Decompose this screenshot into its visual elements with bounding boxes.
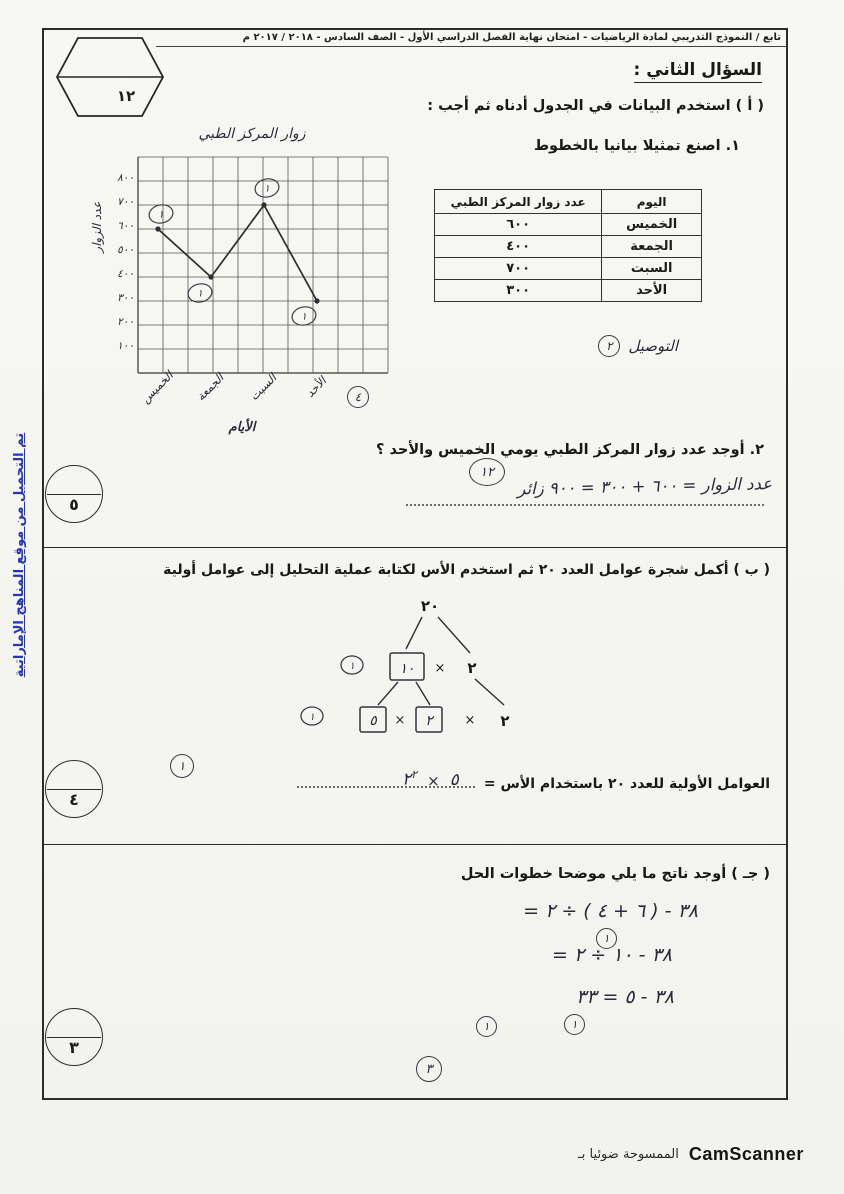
hw-base-exp xyxy=(402,768,417,790)
svg-text:١: ١ xyxy=(301,311,307,323)
tree-l1-left: ١٠ xyxy=(399,661,415,677)
table-header-day: اليوم xyxy=(602,190,702,214)
graph-y-axis-label: عدد الزوار xyxy=(90,201,104,253)
svg-text:١: ١ xyxy=(158,209,164,221)
hw-base: ٢ xyxy=(402,769,412,790)
section-divider-1 xyxy=(44,547,786,548)
factor-tree xyxy=(292,595,532,760)
graph-total-mark: ٤ xyxy=(347,386,369,408)
part-b-answer-line xyxy=(293,776,770,792)
part-b-intro: ( ب ) أكمل شجرة عوامل العدد ٢٠ ثم استخدم الأس لكتابة عملية التحليل إلى عوامل أولية xyxy=(163,562,770,578)
visitors-table xyxy=(434,189,702,302)
tree-branch xyxy=(406,617,422,649)
part-a-answer-handwritten: عدد الزوار = ٦٠٠ + ٣٠٠ = ٩٠٠ زائر xyxy=(517,474,773,499)
ytick-600: ٦٠٠ xyxy=(117,220,134,232)
tree-l2-times2: × xyxy=(464,713,476,728)
table-row xyxy=(435,258,702,280)
ytick-100: ١٠٠ xyxy=(117,340,134,352)
tree-l2-right: ٢ xyxy=(500,712,510,730)
cell-visitors: ٦٠٠ xyxy=(435,214,602,236)
c-mark-2: ١ xyxy=(564,1014,585,1035)
tree-mark-1: ١ xyxy=(349,661,355,672)
c-mark-1: ١ xyxy=(596,928,617,949)
svg-text:١: ١ xyxy=(264,183,270,195)
part-a-item2: ٢. أوجد عدد زوار المركز الطبي يومي الخميس والأحد ؟ xyxy=(376,442,764,458)
bubble-max-marks: ٤ xyxy=(69,790,79,810)
exam-frame xyxy=(42,28,788,1100)
tree-mark-3: ١ xyxy=(170,754,194,778)
table-row xyxy=(435,280,702,302)
graph-title: زوار المركز الطبي xyxy=(198,126,306,142)
cell-visitors: ٣٠٠ xyxy=(435,280,602,302)
ytick-300: ٣٠٠ xyxy=(117,292,134,304)
tree-branch xyxy=(438,617,470,653)
cell-day: الجمعة xyxy=(602,236,702,258)
ytick-800: ٨٠٠ xyxy=(117,172,134,184)
total-marks-hexagon xyxy=(54,35,166,119)
ytick-700: ٧٠٠ xyxy=(117,196,134,208)
hw-factor: ٥ xyxy=(449,769,459,790)
tree-root: ٢٠ xyxy=(420,597,440,615)
c-total-mark: ٣ xyxy=(416,1056,442,1082)
cell-day: السبت xyxy=(602,258,702,280)
q2-grader-mark: ١٢ xyxy=(469,458,505,486)
tree-l2-times1: × xyxy=(394,713,406,728)
hw-times: × xyxy=(427,771,440,790)
equation-line-1: ٣٨ - ( ٦ + ٤ ) ÷ ٢ = xyxy=(523,900,698,922)
connect-note-mark: ٢ xyxy=(598,335,620,357)
marks-bubble-a xyxy=(45,465,103,523)
table-row xyxy=(435,214,702,236)
cell-visitors: ٤٠٠ xyxy=(435,236,602,258)
tree-mark-2: ١ xyxy=(309,712,315,723)
line-graph xyxy=(82,120,417,455)
equation-line-3: ٣٨ - ٥ = ٣٣ xyxy=(576,986,674,1008)
table-row xyxy=(435,236,702,258)
cell-visitors: ٧٠٠ xyxy=(435,258,602,280)
tree-branch xyxy=(416,682,430,705)
bubble-max-marks: ٣ xyxy=(69,1038,79,1058)
tree-l1-right: ٢ xyxy=(467,659,477,677)
xtick-friday: الجمعة xyxy=(193,370,227,404)
part-a-intro: ( أ ) استخدم البيانات في الجدول أدناه ثم أجب : xyxy=(427,98,764,114)
hw-exponent: ٢ xyxy=(411,768,418,781)
total-marks-value: ١٢ xyxy=(116,87,136,105)
table-header-row xyxy=(435,190,702,214)
cell-day: الخميس xyxy=(602,214,702,236)
cell-day: الأحد xyxy=(602,280,702,302)
part-c-intro: ( جـ ) أوجد ناتج ما يلي موضحا خطوات الحل xyxy=(460,866,770,882)
graph-x-axis-label: الأيام xyxy=(228,420,256,435)
tree-l2-mid: ٢ xyxy=(425,713,433,729)
marks-bubble-c xyxy=(45,1008,103,1066)
camscanner-footer xyxy=(578,1144,804,1165)
equation-line-2: ٣٨ - ١٠ ÷ ٢ = xyxy=(552,944,672,966)
bubble-max-marks: ٥ xyxy=(69,495,79,515)
tree-l1-times: × xyxy=(434,661,446,676)
site-watermark: تم التحميل من موقع المناهج الإماراتية xyxy=(12,432,27,678)
xtick-sunday: الأحد xyxy=(302,373,330,401)
svg-text:١: ١ xyxy=(197,288,203,300)
section-divider-2 xyxy=(44,844,786,845)
scanned-by-text: الممسوحة ضوئيا بـ xyxy=(578,1147,679,1162)
question-title-text: السؤال الثاني : xyxy=(634,60,763,83)
question-title xyxy=(634,60,763,80)
tree-branch xyxy=(475,679,504,705)
part-b-answer-label: العوامل الأولية للعدد ٢٠ باستخدام الأس = xyxy=(483,776,770,792)
part-b-answer-handwritten xyxy=(402,768,459,790)
tree-l2-left: ٥ xyxy=(369,713,377,729)
connect-note-text: التوصيل xyxy=(628,337,678,355)
exam-header: تابع / النموذج التدريبي لمادة الرياضيات - امتحان نهاية الفصل الدراسي الأول - الصف السادس - ٢٠١٨ / ٢٠١٧ م xyxy=(156,30,786,47)
grader-connect-note xyxy=(598,335,678,357)
ytick-200: ٢٠٠ xyxy=(117,316,134,328)
camscanner-brand: CamScanner xyxy=(688,1144,804,1164)
c-mark-3: ١ xyxy=(476,1016,497,1037)
xtick-saturday: السبت xyxy=(246,370,280,404)
graph-grid xyxy=(137,156,389,374)
ytick-400: ٤٠٠ xyxy=(117,268,134,280)
part-a-item1: ١. اصنع تمثيلا بيانيا بالخطوط xyxy=(533,138,740,154)
table-header-visitors: عدد زوار المركز الطبي xyxy=(435,190,602,214)
tree-branch xyxy=(378,682,398,705)
ytick-500: ٥٠٠ xyxy=(117,244,134,256)
marks-bubble-b xyxy=(45,760,103,818)
xtick-thursday: الخميس xyxy=(138,368,176,406)
